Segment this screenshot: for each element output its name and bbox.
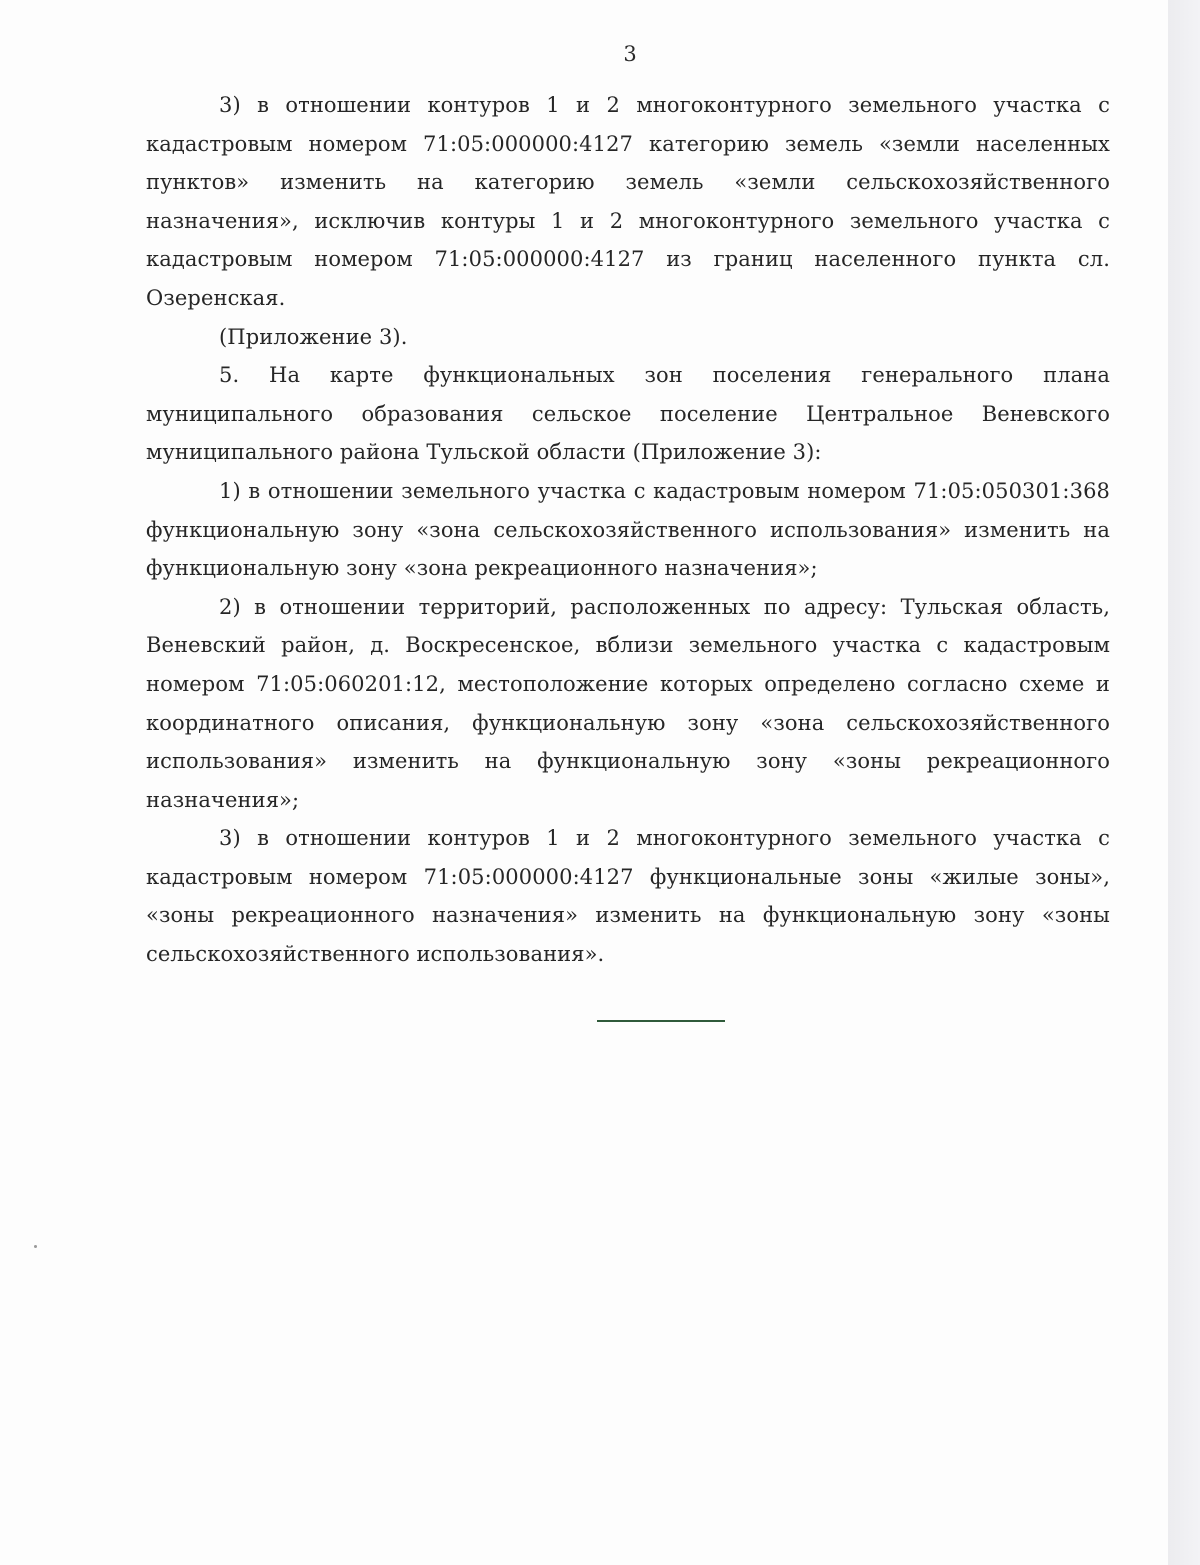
paragraph-section-5-functional-zones: 5. На карте функциональных зон поселения генерального плана муниципального образования сельское поселение Центральное Веневского муниципального района Тульской области (Приложение 3): xyxy=(146,363,1110,465)
paragraph-item-3-contours-zones: 3) в отношении контуров 1 и 2 многоконтурного земельного участка с кадастровым номером 71:05:000000:4127 функциональные зоны «жилые зоны», «зоны рекреационного назначения» изменить на функциональную зону «зоны сельскохозяйственного использования». xyxy=(146,826,1110,967)
scan-speck xyxy=(34,1245,37,1248)
closing-separator-line xyxy=(597,1020,725,1022)
paragraph-appendix-reference: (Приложение 3). xyxy=(219,324,408,349)
paragraph-item-2-voskresenskoe: 2) в отношении территорий, расположенных по адресу: Тульская область, Веневский район, д. Воскресенское, вблизи земельного участка с кадастровым номером 71:05:060201:12, местоположение которых определено согласно схеме и координатного описания, функциональную зону «зона сельскохозяйственного использования» изменить на функциональную зону «зоны рекреационного назначения»; xyxy=(146,594,1110,812)
document-body xyxy=(146,86,1110,974)
scan-edge-shadow xyxy=(1168,0,1200,1565)
paragraph-item-1-plot-368: 1) в отношении земельного участка с кадастровым номером 71:05:050301:368 функциональную зону «зона сельскохозяйственного использования» изменить на функциональную зону «зона рекреационного назначения»; xyxy=(146,478,1110,581)
paragraph-item-3-contours-category: 3) в отношении контуров 1 и 2 многоконтурного земельного участка с кадастровым номером 71:05:000000:4127 категорию земель «земли населенных пунктов» изменить на категорию земель «земли сельскохозяйственного назначения», исключив контуры 1 и 2 многоконтурного земельного участка с кадастровым номером 71:05:000000:4127 из границ населенного пункта сл. Озеренская. xyxy=(146,93,1110,310)
page-number: 3 xyxy=(623,42,637,66)
